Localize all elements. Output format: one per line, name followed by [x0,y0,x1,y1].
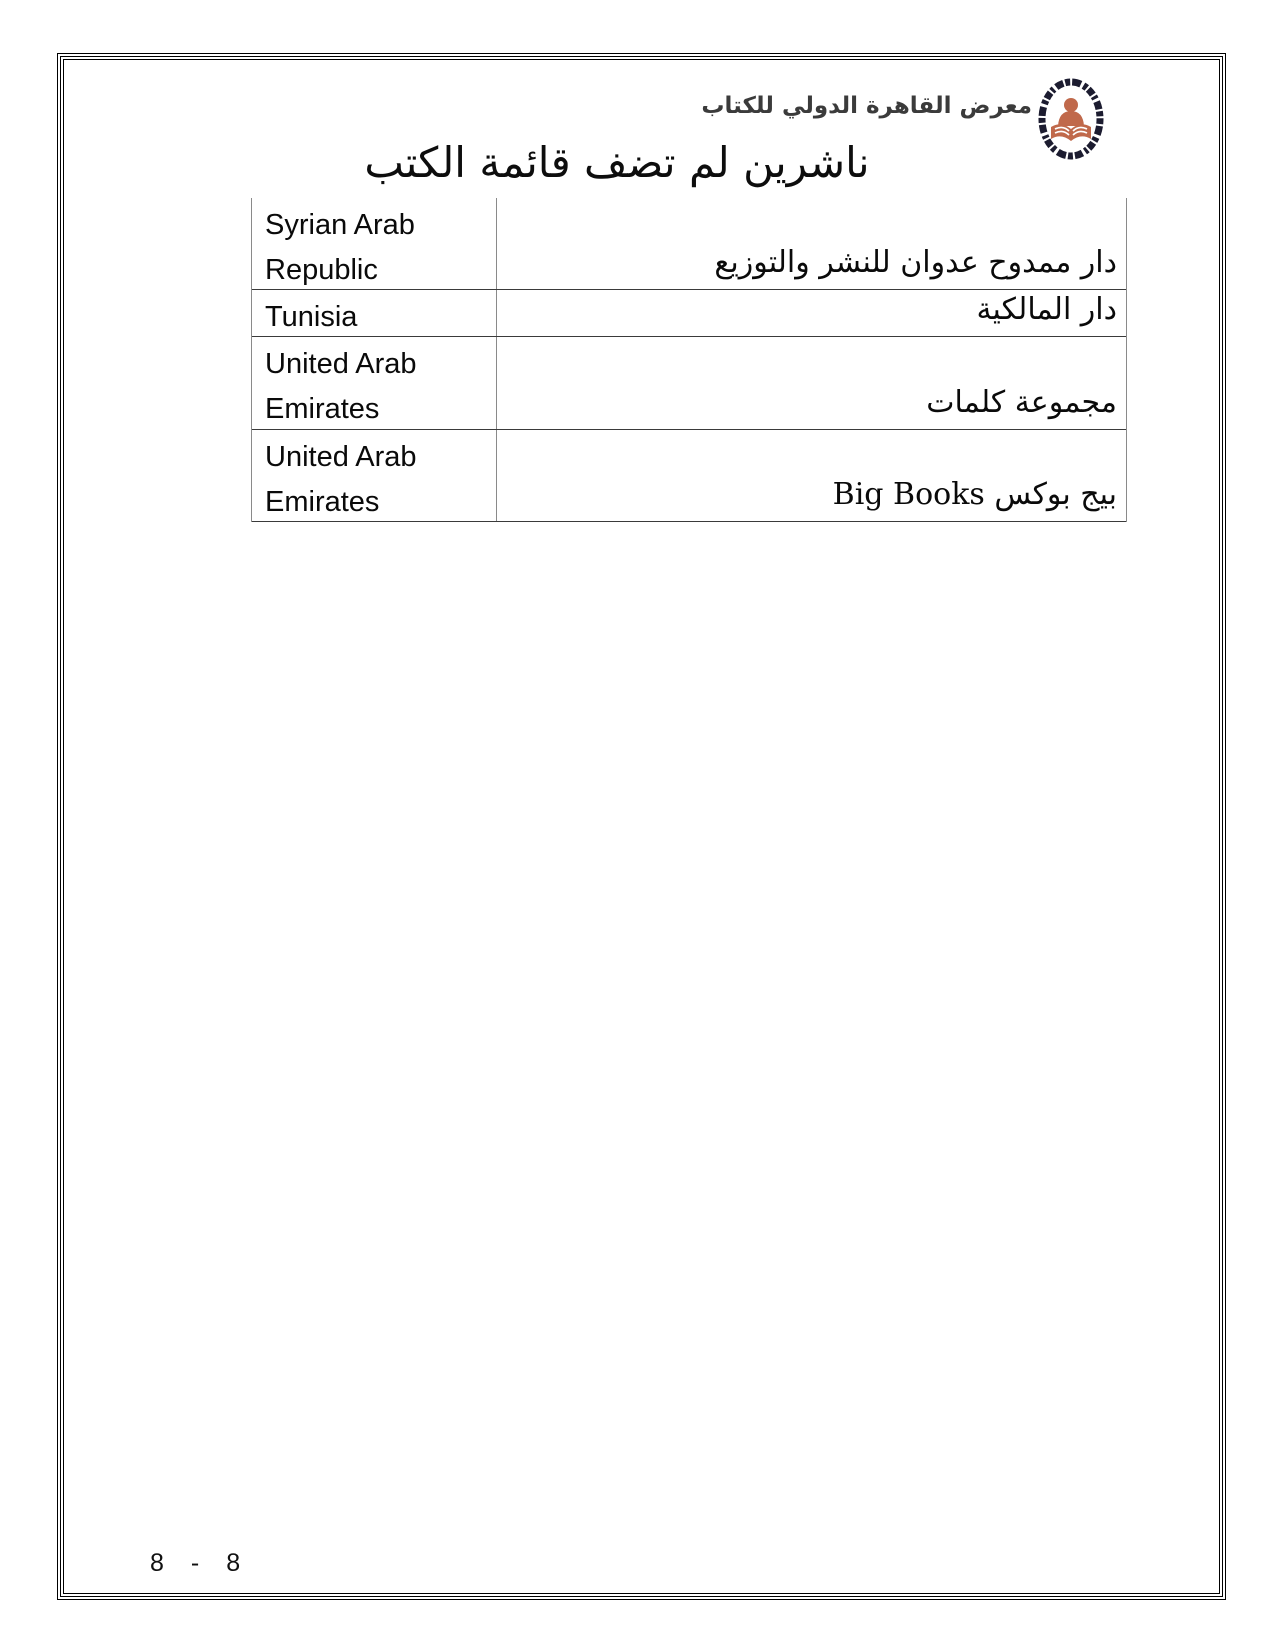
publisher-cell [497,337,1126,429]
org-name: معرض القاهرة الدولي للكتاب [701,93,1032,119]
page-number-current: 8 [150,1549,164,1577]
page-number [150,1549,240,1578]
page-number-total: 8 [226,1549,241,1577]
country-cell: United Arab Emirates [252,337,497,429]
publisher-name: مجموعة كلمات [926,385,1117,420]
publisher-cell [497,430,1126,521]
page-title: ناشرين لم تضف قائمة الكتب [364,138,870,187]
publishers-table [251,198,1127,522]
country-cell: Tunisia [252,290,497,336]
table-row [252,337,1126,430]
publisher-cell [497,198,1126,289]
page-number-separator: - [190,1549,200,1577]
country-cell: United Arab Emirates [252,430,497,521]
table-row [252,430,1126,522]
publisher-name: بيج بوكس Big Books [832,477,1117,512]
publisher-name: دار المالكية [976,292,1117,327]
country-cell: Syrian Arab Republic [252,198,497,289]
table-row [252,290,1126,337]
publisher-cell [497,290,1126,336]
table-row [252,198,1126,290]
publisher-name: دار ممدوح عدوان للنشر والتوزيع [714,245,1117,280]
